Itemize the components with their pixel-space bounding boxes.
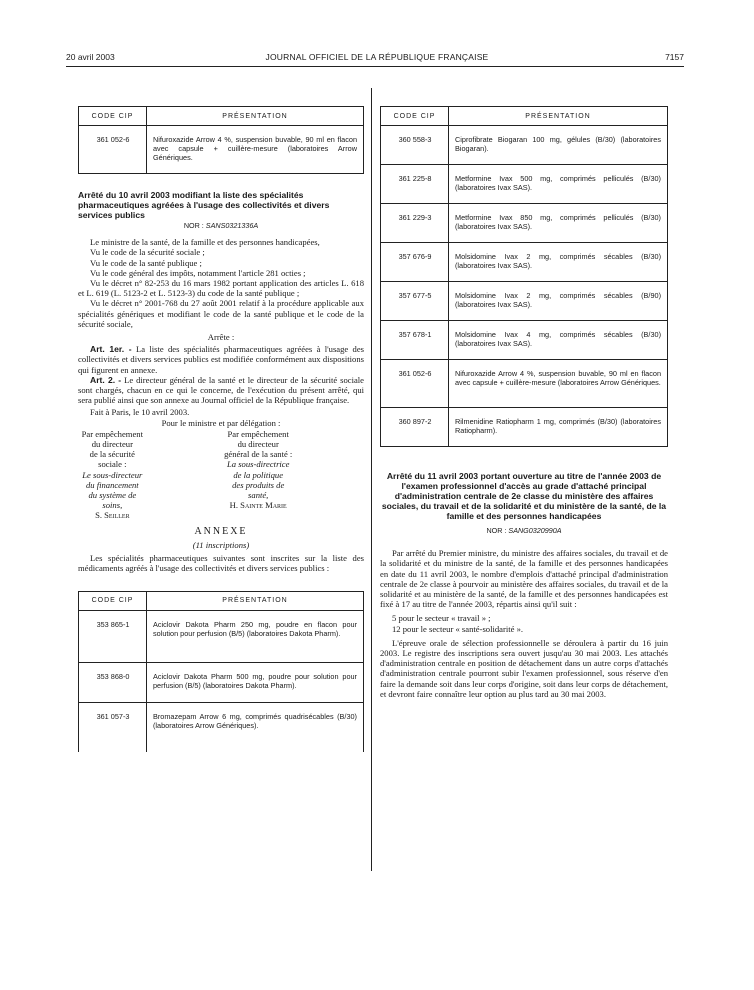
col-header-presentation: PRÉSENTATION xyxy=(147,107,364,126)
col-header-code: CODE CIP xyxy=(79,107,147,126)
arrete-1-nor xyxy=(78,221,364,231)
table-row xyxy=(381,204,668,243)
signatory-name: S. Seiller xyxy=(95,510,130,521)
sig-line: du financement xyxy=(85,479,139,490)
signatures xyxy=(78,429,364,521)
paragraph: Vu le décret n° 82-253 du 16 mars 1982 portant application des articles L. 618 et L. 619 (L. 5123-2 et L. 5123-3) du code de la santé publique ; xyxy=(78,278,364,299)
cip-code: 361 229-3 xyxy=(381,204,449,243)
annexe-heading: ANNEXE xyxy=(194,525,248,537)
article-2-label: Art. 2. - xyxy=(90,374,122,385)
cip-code: 361 225-8 xyxy=(381,165,449,204)
header-journal-title: JOURNAL OFFICIEL DE LA RÉPUBLIQUE FRANÇAISE xyxy=(265,52,489,62)
cip-code: 353 865-1 xyxy=(79,610,147,662)
presentation-text: Nifuroxazide Arrow 4 %, suspension buvable, 90 ml en flacon avec capsule + cuillère-mesure (laboratoires Arrow Génériques. xyxy=(449,360,668,408)
annexe-text: Les spécialités pharmaceutiques suivantes sont inscrites sur la liste des médicaments agréés à l'usage des collectivités et divers services publics : xyxy=(78,553,364,574)
presentation-text: Molsidomine Ivax 2 mg, comprimés sécables (B/30) (laboratoires Ivax SAS). xyxy=(449,243,668,282)
sig-line: La sous-directrice xyxy=(226,459,290,470)
table-row xyxy=(381,126,668,165)
table-right xyxy=(380,106,668,447)
sig-line: Par empêchement du directeur xyxy=(81,428,143,450)
arrete-1 xyxy=(78,190,364,574)
presentation-text: Aciclovir Dakota Pharm 250 mg, poudre en flacon pour solution pour perfusion (B/5) (laboratoires Dakota Pharm). xyxy=(147,610,364,662)
table-row xyxy=(381,360,668,408)
list-item: 12 pour le secteur « santé-solidarité ». xyxy=(392,623,524,634)
arrete-1-title: Arrêté du 10 avril 2003 modifiant la liste des spécialités pharmaceutiques agréées à l'usage des collectivités et divers services publics xyxy=(78,190,330,220)
sig-line: des produits de santé, xyxy=(232,479,285,501)
presentation-text: Aciclovir Dakota Pharm 500 mg, poudre pour solution pour perfusion (B/5) (laboratoires Dakota Pharm). xyxy=(147,662,364,702)
left-column xyxy=(78,106,364,752)
table-row xyxy=(79,662,364,702)
arrete-2-title: Arrêté du 11 avril 2003 portant ouverture au titre de l'année 2003 de l'examen professionnel d'accès au grade d'attaché principal d'administration centrale de 2e classe du ministère des affaires sociales, du travail et de la solidarité et du ministère de la santé, de la famille et des personnes handicapées xyxy=(381,471,667,521)
sig-line: de la sécurité sociale : xyxy=(89,449,135,470)
article-1 xyxy=(78,344,364,375)
header-date: 20 avril 2003 xyxy=(66,52,115,62)
sig-line: du système de soins, xyxy=(88,490,137,511)
sig-line: du directeur général de la santé : xyxy=(224,439,293,460)
cip-code: 353 868-0 xyxy=(79,662,147,702)
header-page-number: 7157 xyxy=(665,52,684,62)
presentation-text: Molsidomine Ivax 2 mg, comprimés sécables (B/90) (laboratoires Ivax SAS). xyxy=(449,282,668,321)
inscriptions-count: (11 inscriptions) xyxy=(192,539,250,550)
cip-code: 357 676-9 xyxy=(381,243,449,282)
presentation-text: Bromazepam Arrow 6 mg, comprimés quadrisécables (B/30) (laboratoires Arrow Génériques). xyxy=(147,702,364,752)
nor-label: NOR : xyxy=(486,526,507,535)
col-header-code: CODE CIP xyxy=(79,591,147,610)
nor-label: NOR : xyxy=(183,221,204,230)
signatory-name: H. Sainte Marie xyxy=(229,500,287,511)
cip-code: 357 678-1 xyxy=(381,321,449,360)
sig-line: Le sous-directeur xyxy=(82,469,143,480)
table-row xyxy=(381,321,668,360)
paragraph: Vu le code général des impôts, notamment l'article 281 octies ; xyxy=(90,267,306,278)
table-bottom-left xyxy=(78,591,364,752)
table-row xyxy=(79,702,364,752)
table-row xyxy=(79,126,364,174)
nor-code: SANS0321336A xyxy=(205,221,259,230)
table-top-left xyxy=(78,106,364,174)
cip-code: 360 558-3 xyxy=(381,126,449,165)
header-rule xyxy=(66,66,684,67)
list-item: 5 pour le secteur « travail » ; xyxy=(392,613,491,624)
table-row xyxy=(381,282,668,321)
paragraph: Par arrêté du Premier ministre, du ministre des affaires sociales, du travail et de la solidarité et du ministre de la santé, de la famille et des personnes handicapées en date du 11 avril 2003, le nombre d'emplois d'attaché principal d'administration centrale de 2e classe à pourvoir au ministère des affaires sociales, du travail et de la solidarité et au ministère de la santé, de la famille et des personnes handicapées est fixé à 17 au titre de l'année 2003, répartis ainsi qu'il suit : xyxy=(380,548,668,610)
column-divider xyxy=(371,88,372,871)
sig-line: de la politique xyxy=(233,469,284,480)
presentation-text: Molsidomine Ivax 4 mg, comprimés sécables (B/30) (laboratoires Ivax SAS). xyxy=(449,321,668,360)
table-row xyxy=(79,610,364,662)
paragraph: Vu le code de la sécurité sociale ; xyxy=(90,247,205,258)
presentation-text: Ciprofibrate Biogaran 100 mg, gélules (B/30) (laboratoires Biogaran). xyxy=(449,126,668,165)
table-row xyxy=(381,408,668,447)
cip-code: 361 052-6 xyxy=(381,360,449,408)
presentation-text: Rilmenidine Ratiopharm 1 mg, comprimés (B/30) (laboratoires Ratiopharm). xyxy=(449,408,668,447)
table-row xyxy=(381,165,668,204)
fait-a-paris: Fait à Paris, le 10 avril 2003. xyxy=(90,407,190,418)
paragraph: L'épreuve orale de sélection professionnelle se déroulera à partir du 16 juin 2003. Le registre des inscriptions sera ouvert jusqu'au 30 mai 2003. Les attachés d'administration centrale en position de détachement dans un autre corps d'attachés d'administration centrale pourront subir l'examen professionnel, sous réserve d'en faire la demande soit dans leur corps d'origine, soit dans leur corps de détachement, et devront faire connaître leur option au plus tard au 30 mai 2003. xyxy=(380,637,668,699)
sig-line: Par empêchement xyxy=(227,428,289,439)
paragraph: Le ministre de la santé, de la famille et des personnes handicapées, xyxy=(90,237,320,248)
nor-code: SANG0320990A xyxy=(508,526,562,535)
table-row xyxy=(381,243,668,282)
cip-code: 361 057-3 xyxy=(79,702,147,752)
presentation-text: Nifuroxazide Arrow 4 %, suspension buvable, 90 ml en flacon avec capsule + cuillère-mesure (laboratoires Arrow Génériques. xyxy=(147,126,364,174)
article-1-text: La liste des spécialités pharmaceutiques agréées à l'usage des collectivités et divers services publics est modifiée conformément aux dispositions qui figurent en annexe. xyxy=(78,344,364,375)
article-2-text: Le directeur général de la santé et le directeur de la sécurité sociale sont chargés, chacun en ce qui le concerne, de l'exécution du présent arrêté, qui sera publié ainsi que son annexe au Journal officiel de la République française. xyxy=(78,374,364,406)
signature-right xyxy=(224,429,364,521)
col-header-presentation: PRÉSENTATION xyxy=(449,107,668,126)
cip-code: 360 897-2 xyxy=(381,408,449,447)
cip-code: 361 052-6 xyxy=(79,126,147,174)
presentation-text: Metformine Ivax 850 mg, comprimés pelliculés (B/30) (laboratoires Ivax SAS). xyxy=(449,204,668,243)
paragraph: Vu le décret n° 2001-768 du 27 août 2001 relatif à la procédure applicable aux spécialités génériques et modifiant le code de la santé publique et le code de la sécurité sociale, xyxy=(78,298,364,329)
delegation-line: Pour le ministre et par délégation : xyxy=(161,417,281,428)
col-header-presentation: PRÉSENTATION xyxy=(147,591,364,610)
right-column xyxy=(380,106,668,699)
cip-code: 357 677-5 xyxy=(381,282,449,321)
arrete-2 xyxy=(380,471,668,699)
paragraph: Vu le code de la santé publique ; xyxy=(90,257,202,268)
presentation-text: Metformine Ivax 500 mg, comprimés pelliculés (B/30) (laboratoires Ivax SAS). xyxy=(449,165,668,204)
arrete-2-nor xyxy=(380,526,668,536)
arrete-word: Arrête : xyxy=(207,332,235,343)
article-2 xyxy=(78,375,364,406)
signature-left xyxy=(78,429,218,521)
article-1-label: Art. 1er. - xyxy=(90,344,132,355)
col-header-code: CODE CIP xyxy=(381,107,449,126)
